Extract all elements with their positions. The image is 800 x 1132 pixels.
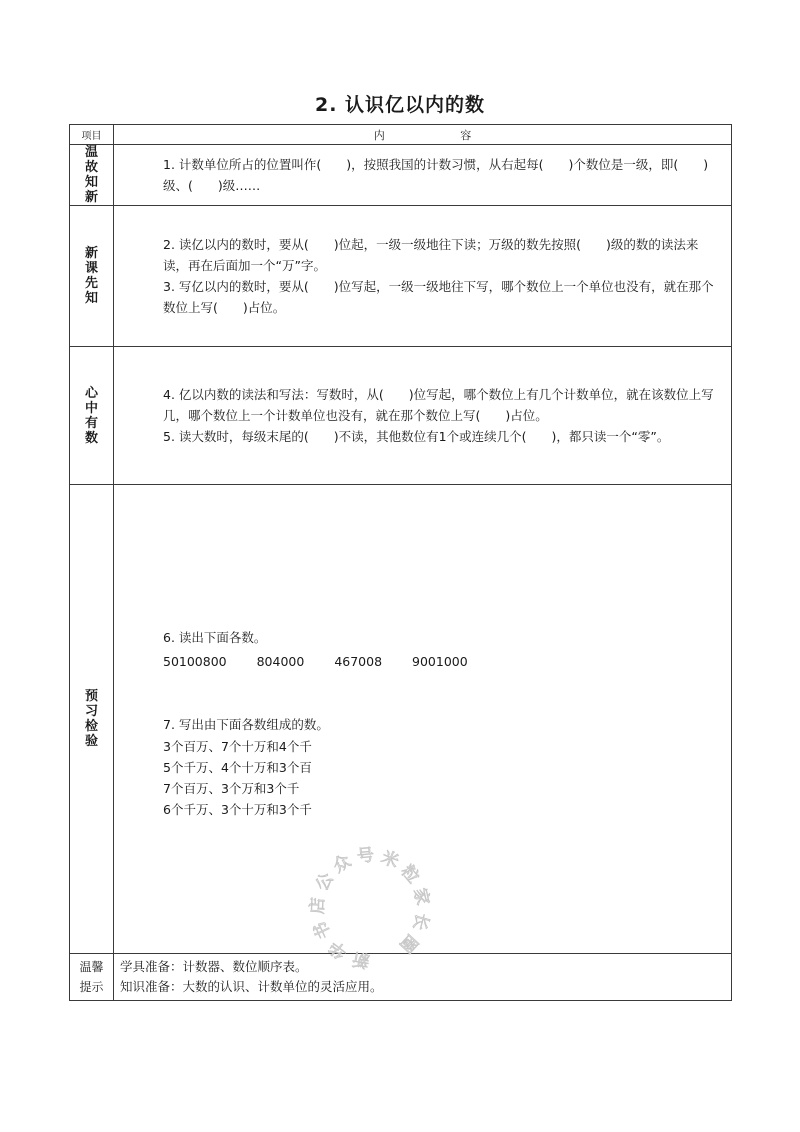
- question-7-item: 7个百万、3个万和3个千: [163, 781, 300, 796]
- question-line: 几，哪个数位上一个计数单位也没有，就在那个数位上写( )占位。: [163, 408, 548, 423]
- seal-char: 圈: [395, 930, 422, 957]
- label-char: 知: [84, 291, 98, 306]
- question-6-numbers: [163, 651, 494, 672]
- label-word: 提示: [79, 980, 104, 994]
- seal-char: 新: [350, 947, 372, 971]
- seal-char: 米: [378, 847, 402, 873]
- seal-char: 公: [312, 869, 338, 895]
- label-char: 预: [84, 689, 98, 704]
- tip-line: 知识准备：大数的认识、计数单位的灵活应用。: [120, 979, 383, 994]
- label-char: 温: [84, 145, 98, 160]
- question-line: 2. 读亿以内的数时，要从( )位起，一级一级地往下读；万级的数先按照( )级的数的读法来: [163, 237, 699, 252]
- section-content-key-points: [114, 347, 732, 485]
- section-label-new-knowledge: [70, 206, 114, 347]
- question-7-item: 3个百万、7个十万和4个千: [163, 739, 312, 754]
- label-char: 新: [84, 190, 98, 205]
- header-content: 内 容: [114, 125, 732, 145]
- section-new-knowledge: [70, 206, 732, 347]
- section-key-points: [70, 347, 732, 485]
- table-header-row: [70, 125, 732, 145]
- label-char: 故: [84, 160, 98, 175]
- question-7-item: 5个千万、4个十万和3个百: [163, 760, 312, 775]
- seal-char: 长: [408, 910, 433, 933]
- question-line: 数位上写( )占位。: [163, 300, 286, 315]
- section-review: [70, 145, 732, 206]
- question-line: 读，再在后面加一个“万”字。: [163, 258, 326, 273]
- section-content-review: [114, 145, 732, 206]
- number-item: 804000: [256, 654, 305, 669]
- number-item: 9001000: [412, 654, 468, 669]
- seal-char: 店: [307, 896, 329, 915]
- label-char: 知: [84, 175, 98, 190]
- seal-char: 众: [329, 851, 355, 878]
- question-7-item: 6个千万、3个十万和3个千: [163, 802, 312, 817]
- question-6-prompt: 6. 读出下面各数。: [163, 630, 267, 645]
- label-char: 习: [84, 704, 98, 719]
- section-label-key-points: [70, 347, 114, 485]
- seal-char: 家: [409, 886, 433, 908]
- seal-char: 华: [325, 936, 352, 963]
- seal-char: 书: [310, 918, 336, 942]
- number-item: 50100800: [163, 654, 227, 669]
- seal-char: 号: [356, 845, 375, 867]
- label-char: 课: [84, 261, 98, 276]
- label-char: 先: [84, 276, 98, 291]
- label-char: 中: [84, 400, 98, 416]
- label-word: 温馨: [79, 960, 104, 974]
- number-item: 467008: [334, 654, 383, 669]
- section-label-preview: [70, 485, 114, 954]
- label-char: 验: [84, 734, 98, 749]
- label-char: 检: [84, 719, 98, 734]
- question-line: 级、( )级……: [163, 178, 261, 193]
- header-item: 项目: [70, 125, 114, 145]
- section-label-tips: [70, 954, 114, 1001]
- question-line: 1. 计数单位所占的位置叫作( )，按照我国的计数习惯，从右起每( )个数位是一级，即( ): [163, 157, 709, 172]
- label-char: 新: [84, 246, 98, 261]
- section-label-review: [70, 145, 114, 206]
- label-char: 有: [84, 415, 98, 431]
- seal-char: 粒: [396, 861, 423, 888]
- seal-ring: [308, 845, 433, 970]
- label-char: 心: [84, 385, 98, 401]
- question-line: 4. 亿以内数的读法和写法：写数时，从( )位写起，哪个数位上有几个计数单位，就在该数位上写: [163, 387, 714, 402]
- section-content-new-knowledge: [114, 206, 732, 347]
- question-7-prompt: 7. 写出由下面各数组成的数。: [163, 717, 329, 732]
- tip-line: 学具准备：计数器、数位顺序表。: [120, 959, 308, 974]
- label-char: 数: [84, 430, 98, 446]
- page-title: 2. 认识亿以内的数: [314, 94, 486, 116]
- question-line: 3. 写亿以内的数时，要从( )位写起，一级一级地往下写，哪个数位上一个单位也没有，就在那个: [163, 279, 714, 294]
- question-line: 5. 读大数时，每级末尾的( )不读，其他数位有1个或连续几个( )，都只读一个“零”。: [163, 429, 670, 444]
- watermark-seal: [300, 838, 440, 978]
